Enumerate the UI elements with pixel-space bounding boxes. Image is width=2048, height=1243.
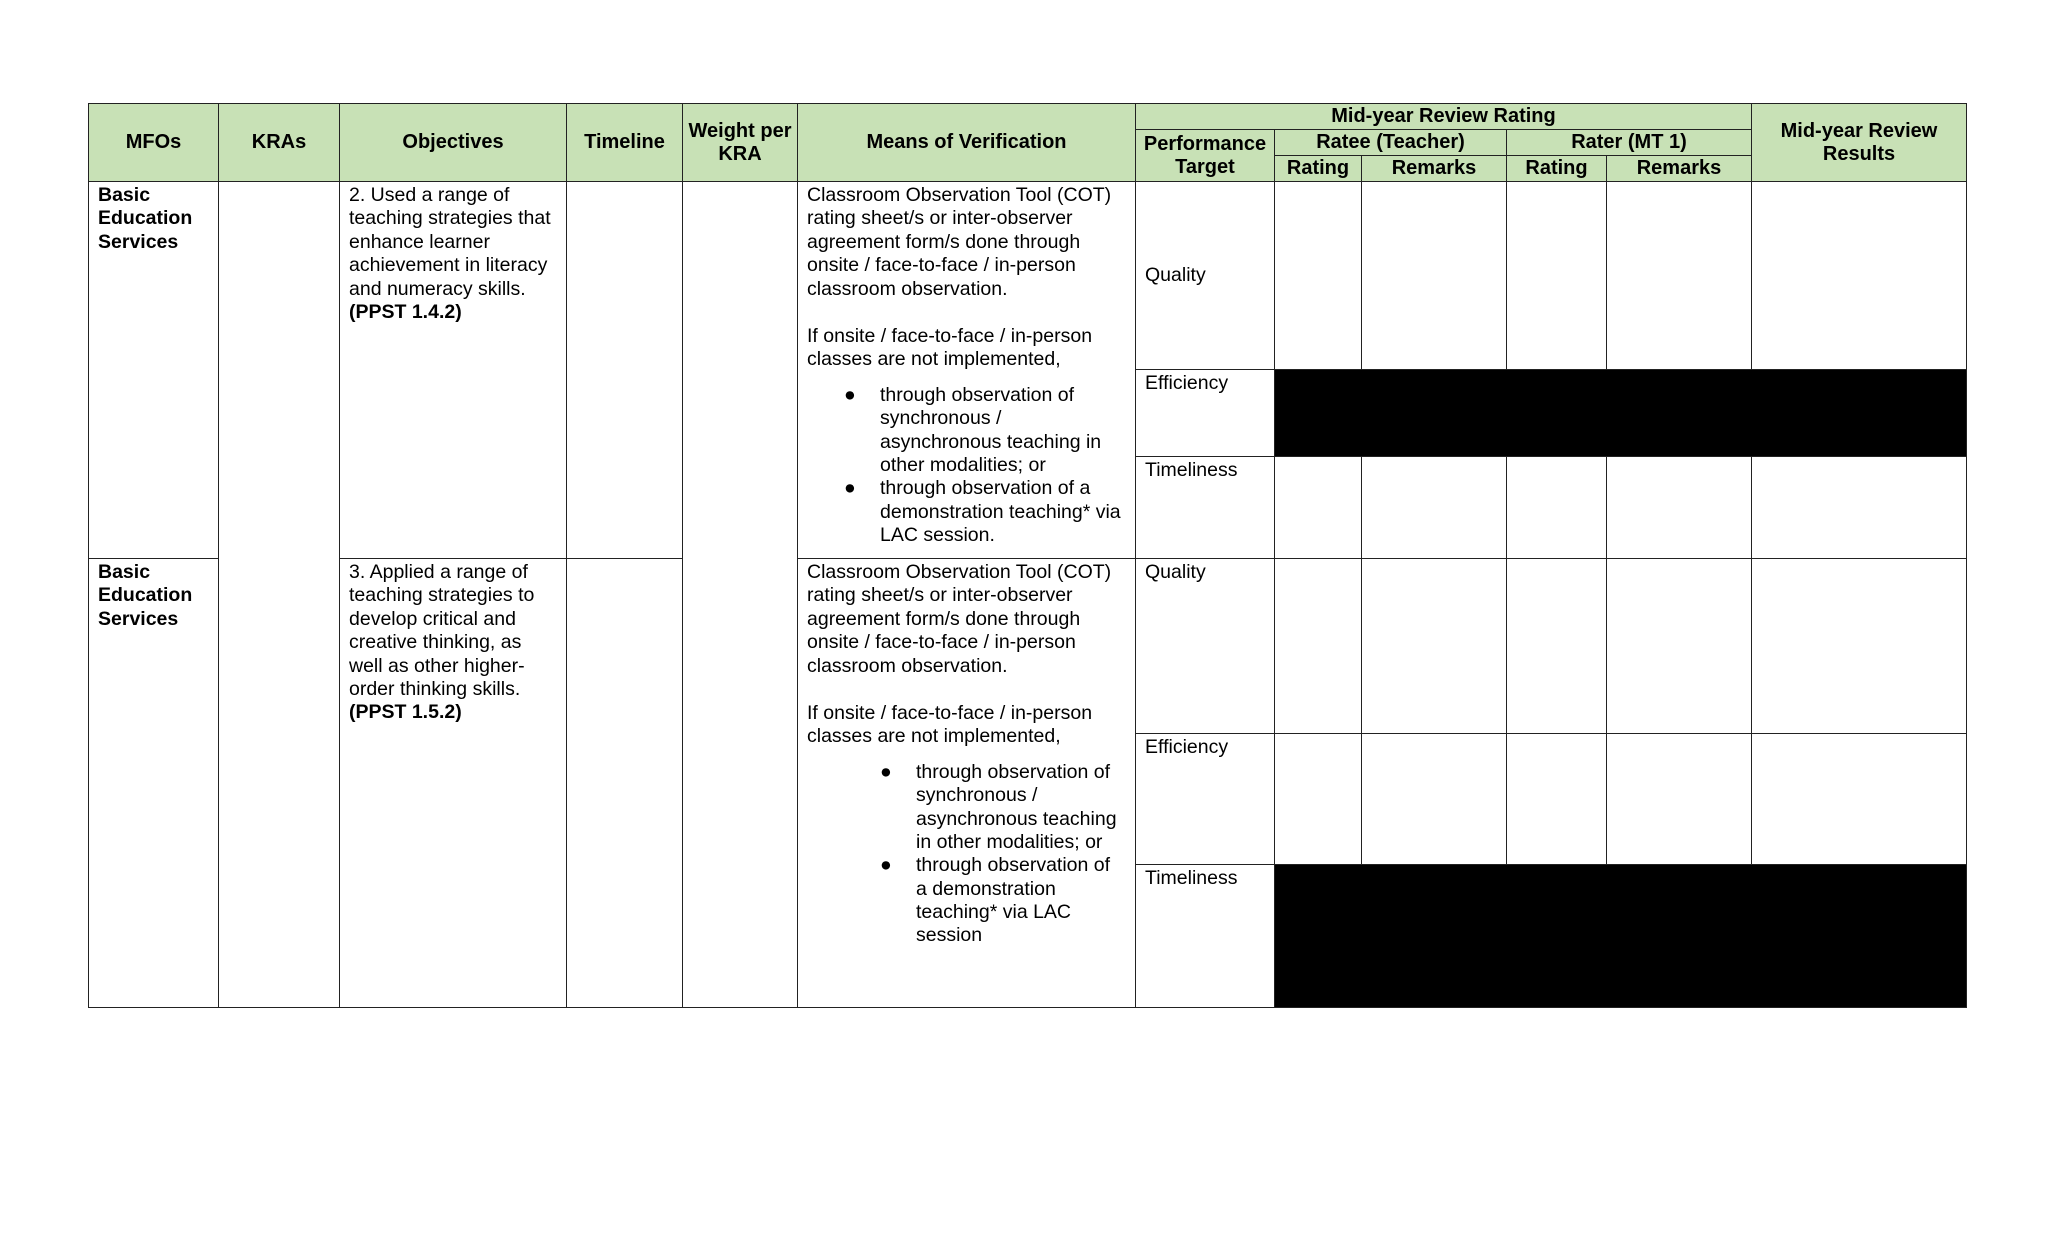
kra-cell — [219, 182, 340, 1008]
mov-bullet: ● through observation of a demonstration teaching* via LAC session. — [844, 477, 1121, 547]
target-efficiency: Efficiency — [1136, 734, 1275, 865]
header-weight: Weight per KRA — [683, 104, 798, 182]
header-rater: Rater (MT 1) — [1507, 130, 1752, 156]
mfo-cell: Basic Education Services — [89, 559, 219, 1008]
header-rater-rating: Rating — [1507, 156, 1607, 182]
timeline-cell — [567, 559, 683, 1008]
target-quality: Quality — [1136, 182, 1275, 370]
objective-cell — [340, 559, 567, 1008]
header-timeline: Timeline — [567, 104, 683, 182]
midyear-results-input[interactable] — [1752, 734, 1967, 865]
objective-text: 2. Used a range of teaching strategies that enhance learner achievement in literacy and numeracy skills. — [349, 184, 551, 300]
mov-bullet: ● through observation of synchronous / asynchronous teaching in other modalities; or — [844, 383, 1102, 476]
ratee-remarks-input[interactable] — [1362, 734, 1507, 865]
mfo-cell: Basic Education Services — [89, 182, 219, 559]
bullet-icon: ● — [880, 760, 892, 783]
rater-rating-input[interactable] — [1507, 734, 1607, 865]
header-midyear-rating: Mid-year Review Rating — [1136, 104, 1752, 130]
midyear-results-input[interactable] — [1752, 182, 1967, 370]
header-means-of-verification: Means of Verification — [798, 104, 1136, 182]
ratee-rating-input[interactable] — [1275, 734, 1362, 865]
ratee-rating-input[interactable] — [1275, 182, 1362, 370]
midyear-results-input[interactable] — [1752, 559, 1967, 734]
target-timeliness: Timeliness — [1136, 865, 1275, 1008]
header-objectives: Objectives — [340, 104, 567, 182]
rater-remarks-input[interactable] — [1607, 734, 1752, 865]
target-timeliness: Timeliness — [1136, 457, 1275, 559]
header-rater-remarks: Remarks — [1607, 156, 1752, 182]
header-ratee: Ratee (Teacher) — [1275, 130, 1507, 156]
rater-remarks-input[interactable] — [1607, 182, 1752, 370]
objective-code: (PPST 1.5.2) — [349, 701, 462, 724]
objective-text: 3. Applied a range of teaching strategies to develop critical and creative thinking, as well as other higher-order thinking skills. — [349, 561, 535, 700]
mov-paragraph: Classroom Observation Tool (COT) rating sheet/s or inter-observer agreement form/s done through onsite / face-to-face / in-person classroom observation. — [807, 561, 1112, 677]
bullet-icon: ● — [880, 854, 892, 877]
weight-cell — [683, 182, 798, 1008]
bullet-icon: ● — [844, 477, 856, 500]
mov-bullet-list — [807, 761, 1126, 948]
rater-rating-input[interactable] — [1507, 457, 1607, 559]
header-kras: KRAs — [219, 104, 340, 182]
blocked-cell — [1275, 865, 1967, 1008]
header-midyear-results: Mid-year Review Results — [1752, 104, 1967, 182]
objective-cell — [340, 182, 567, 559]
header-performance-target: Performance Target — [1136, 130, 1275, 182]
ratee-remarks-input[interactable] — [1362, 182, 1507, 370]
target-efficiency: Efficiency — [1136, 370, 1275, 457]
target-quality: Quality — [1136, 559, 1275, 734]
mov-cell — [798, 182, 1136, 559]
ratee-rating-input[interactable] — [1275, 559, 1362, 734]
header-ratee-rating: Rating — [1275, 156, 1362, 182]
bullet-icon: ● — [844, 383, 856, 406]
rater-rating-input[interactable] — [1507, 559, 1607, 734]
mov-paragraph: If onsite / face-to-face / in-person classes are not implemented, — [807, 324, 1093, 371]
midyear-results-input[interactable] — [1752, 457, 1967, 559]
blocked-cell — [1275, 370, 1967, 457]
ratee-rating-input[interactable] — [1275, 457, 1362, 559]
mov-cell — [798, 559, 1136, 1008]
rater-remarks-input[interactable] — [1607, 457, 1752, 559]
rater-rating-input[interactable] — [1507, 182, 1607, 370]
mov-paragraph: Classroom Observation Tool (COT) rating sheet/s or inter-observer agreement form/s done through onsite / face-to-face / in-person classroom observation. — [807, 184, 1112, 300]
mov-bullet: ● through observation of a demonstration teaching* via LAC session — [880, 854, 1111, 947]
ipcrf-table — [88, 103, 1967, 1008]
ratee-remarks-input[interactable] — [1362, 559, 1507, 734]
mov-bullet: ● through observation of synchronous / asynchronous teaching in other modalities; or — [880, 760, 1117, 853]
ratee-remarks-input[interactable] — [1362, 457, 1507, 559]
mov-paragraph: If onsite / face-to-face / in-person classes are not implemented, — [807, 701, 1093, 748]
timeline-cell — [567, 182, 683, 559]
header-ratee-remarks: Remarks — [1362, 156, 1507, 182]
objective-code: (PPST 1.4.2) — [349, 300, 462, 323]
mov-bullet-list — [807, 384, 1126, 548]
rater-remarks-input[interactable] — [1607, 559, 1752, 734]
header-mfos: MFOs — [89, 104, 219, 182]
